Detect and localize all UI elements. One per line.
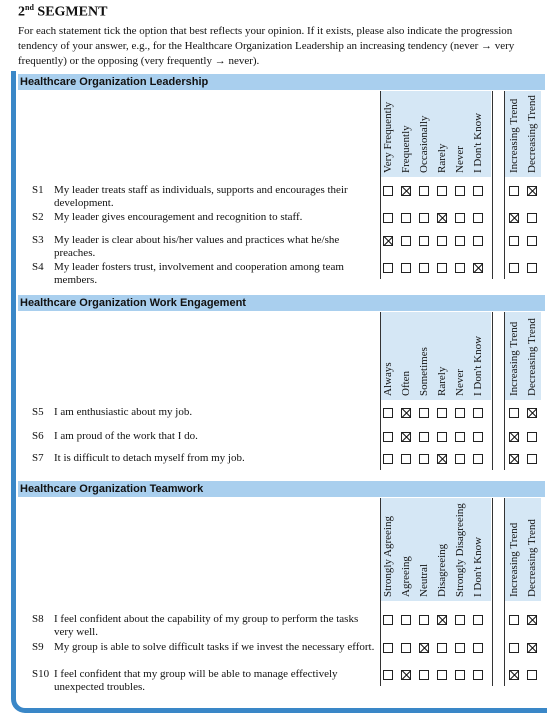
trend-checkbox[interactable] [509, 263, 519, 273]
option-checkbox[interactable] [455, 670, 465, 680]
option-checkbox[interactable] [473, 186, 483, 196]
option-label: Strongly Agreeing [382, 516, 394, 597]
statement-text: I feel confident about the capability of my group to perform the tasks very well. [54, 613, 359, 638]
trend-left-separator [504, 312, 505, 470]
option-label: I Don't Know [472, 112, 484, 173]
trend-checkbox[interactable] [509, 670, 519, 680]
statement-id: S3 [32, 234, 44, 246]
option-label: Often [400, 370, 412, 396]
option-label: Sometimes [418, 347, 430, 396]
option-checkbox[interactable] [437, 186, 447, 196]
statement-id: S5 [32, 406, 44, 418]
option-label: Strongly Disagreeing [454, 503, 466, 597]
option-label: Rarely [436, 366, 448, 396]
trend-checkbox[interactable] [527, 432, 537, 442]
option-label: Neutral [418, 564, 430, 597]
option-label: I Don't Know [472, 335, 484, 396]
options-right-separator [492, 91, 493, 279]
option-checkbox[interactable] [437, 670, 447, 680]
trend-left-separator [504, 91, 505, 279]
option-checkbox[interactable] [437, 454, 447, 464]
option-checkbox[interactable] [419, 236, 429, 246]
trend-checkbox[interactable] [527, 263, 537, 273]
option-checkbox[interactable] [455, 263, 465, 273]
statement-text: My leader treats staff as individuals, supports and encourages their development. [54, 184, 348, 209]
option-checkbox[interactable] [455, 432, 465, 442]
statement-id: S9 [32, 641, 44, 653]
option-checkbox[interactable] [401, 670, 411, 680]
section-header: Healthcare Organization Leadership [18, 74, 545, 90]
option-label: Agreeing [400, 556, 412, 597]
option-checkbox[interactable] [401, 643, 411, 653]
statement-id: S8 [32, 613, 44, 625]
trend-checkbox[interactable] [527, 670, 537, 680]
option-checkbox[interactable] [383, 670, 393, 680]
option-checkbox[interactable] [473, 454, 483, 464]
option-checkbox[interactable] [473, 408, 483, 418]
option-label: Frequently [400, 125, 412, 173]
option-checkbox[interactable] [383, 263, 393, 273]
option-checkbox[interactable] [437, 432, 447, 442]
option-checkbox[interactable] [455, 236, 465, 246]
option-checkbox[interactable] [437, 236, 447, 246]
trend-checkbox[interactable] [509, 615, 519, 625]
option-label: Occasionally [418, 115, 430, 173]
option-label: Disagreeing [436, 543, 448, 597]
option-checkbox[interactable] [419, 615, 429, 625]
option-checkbox[interactable] [455, 615, 465, 625]
statement-text: I am enthusiastic about my job. [54, 406, 193, 418]
trend-left-separator [504, 498, 505, 686]
option-label: Rarely [436, 143, 448, 173]
statement-id: S7 [32, 452, 44, 464]
option-checkbox[interactable] [419, 670, 429, 680]
option-checkbox[interactable] [437, 615, 447, 625]
option-checkbox[interactable] [419, 186, 429, 196]
statement-text: My leader is clear about his/her values and practices what he/she preaches. [54, 234, 340, 259]
options-left-separator [380, 312, 381, 470]
trend-label: Increasing Trend [508, 522, 520, 597]
trend-checkbox[interactable] [509, 432, 519, 442]
trend-checkbox[interactable] [509, 236, 519, 246]
trend-checkbox[interactable] [509, 408, 519, 418]
option-checkbox[interactable] [383, 213, 393, 223]
trend-checkbox[interactable] [527, 186, 537, 196]
options-right-separator [492, 312, 493, 470]
option-label: Never [454, 369, 466, 396]
trend-label: Decreasing Trend [526, 519, 538, 597]
option-checkbox[interactable] [383, 643, 393, 653]
option-checkbox[interactable] [383, 432, 393, 442]
option-checkbox[interactable] [419, 432, 429, 442]
option-checkbox[interactable] [419, 408, 429, 418]
option-checkbox[interactable] [401, 213, 411, 223]
statement-id: S1 [32, 184, 44, 196]
trend-label: Decreasing Trend [526, 95, 538, 173]
option-checkbox[interactable] [473, 213, 483, 223]
trend-checkbox[interactable] [527, 615, 537, 625]
option-checkbox[interactable] [383, 454, 393, 464]
trend-checkbox[interactable] [527, 408, 537, 418]
trend-checkbox[interactable] [527, 643, 537, 653]
statement-text: My group is able to solve difficult tasks if we invest the necessary effort. [54, 641, 375, 653]
option-checkbox[interactable] [437, 643, 447, 653]
option-checkbox[interactable] [473, 670, 483, 680]
trend-checkbox[interactable] [509, 454, 519, 464]
trend-checkbox[interactable] [527, 454, 537, 464]
option-checkbox[interactable] [419, 213, 429, 223]
option-checkbox[interactable] [401, 454, 411, 464]
trend-checkbox[interactable] [509, 213, 519, 223]
section-header: Healthcare Organization Work Engagement [18, 295, 545, 311]
statement-text: I am proud of the work that I do. [54, 430, 198, 442]
option-checkbox[interactable] [401, 263, 411, 273]
option-checkbox[interactable] [383, 615, 393, 625]
option-checkbox[interactable] [419, 263, 429, 273]
trend-checkbox[interactable] [527, 236, 537, 246]
option-checkbox[interactable] [437, 263, 447, 273]
trend-checkbox[interactable] [509, 643, 519, 653]
statement-id: S10 [32, 668, 50, 680]
option-label: I Don't Know [472, 536, 484, 597]
option-checkbox[interactable] [383, 408, 393, 418]
statement-text: My leader fosters trust, involvement and cooperation among team members. [54, 261, 344, 286]
segment-title-text: SEGMENT [37, 4, 108, 20]
instructions: For each statement tick the option that best reflects your opinion. If it exists, please also indicate the progression tendency of your answer, e.g., for the Healthcare Organization Leadership an increasing tendency (never → very frequently) or the opposing (very frequently → never). [18, 25, 515, 67]
option-checkbox[interactable] [473, 643, 483, 653]
option-checkbox[interactable] [383, 186, 393, 196]
option-checkbox[interactable] [473, 432, 483, 442]
option-checkbox[interactable] [437, 213, 447, 223]
options-left-separator [380, 498, 381, 686]
trend-label: Increasing Trend [508, 98, 520, 173]
statement-id: S4 [32, 261, 44, 273]
statement-text: It is difficult to detach myself from my job. [54, 452, 245, 464]
trend-checkbox[interactable] [527, 213, 537, 223]
option-label: Never [454, 146, 466, 173]
option-checkbox[interactable] [455, 186, 465, 196]
option-checkbox[interactable] [401, 432, 411, 442]
option-checkbox[interactable] [383, 236, 393, 246]
trend-label: Decreasing Trend [526, 318, 538, 396]
segment-number: 2 [18, 4, 25, 20]
statement-id: S6 [32, 430, 44, 442]
option-label: Always [382, 362, 394, 396]
option-checkbox[interactable] [401, 186, 411, 196]
statement-text: My leader gives encouragement and recognition to staff. [54, 211, 303, 223]
segment-title [18, 3, 107, 21]
option-checkbox[interactable] [455, 643, 465, 653]
option-checkbox[interactable] [473, 263, 483, 273]
option-checkbox[interactable] [473, 615, 483, 625]
trend-checkbox[interactable] [509, 186, 519, 196]
option-checkbox[interactable] [455, 213, 465, 223]
segment-suffix: nd [25, 3, 34, 12]
option-checkbox[interactable] [419, 643, 429, 653]
section-header: Healthcare Organization Teamwork [18, 481, 545, 497]
options-right-separator [492, 498, 493, 686]
option-checkbox[interactable] [401, 615, 411, 625]
statement-id: S2 [32, 211, 44, 223]
statement-text: I feel confident that my group will be able to manage effectively unexpected troubles. [54, 668, 338, 693]
option-checkbox[interactable] [401, 236, 411, 246]
option-checkbox[interactable] [473, 236, 483, 246]
option-checkbox[interactable] [401, 408, 411, 418]
option-checkbox[interactable] [437, 408, 447, 418]
trend-label: Increasing Trend [508, 321, 520, 396]
option-label: Very Frequently [382, 101, 394, 173]
option-checkbox[interactable] [455, 408, 465, 418]
option-checkbox[interactable] [455, 454, 465, 464]
option-checkbox[interactable] [419, 454, 429, 464]
options-left-separator [380, 91, 381, 279]
